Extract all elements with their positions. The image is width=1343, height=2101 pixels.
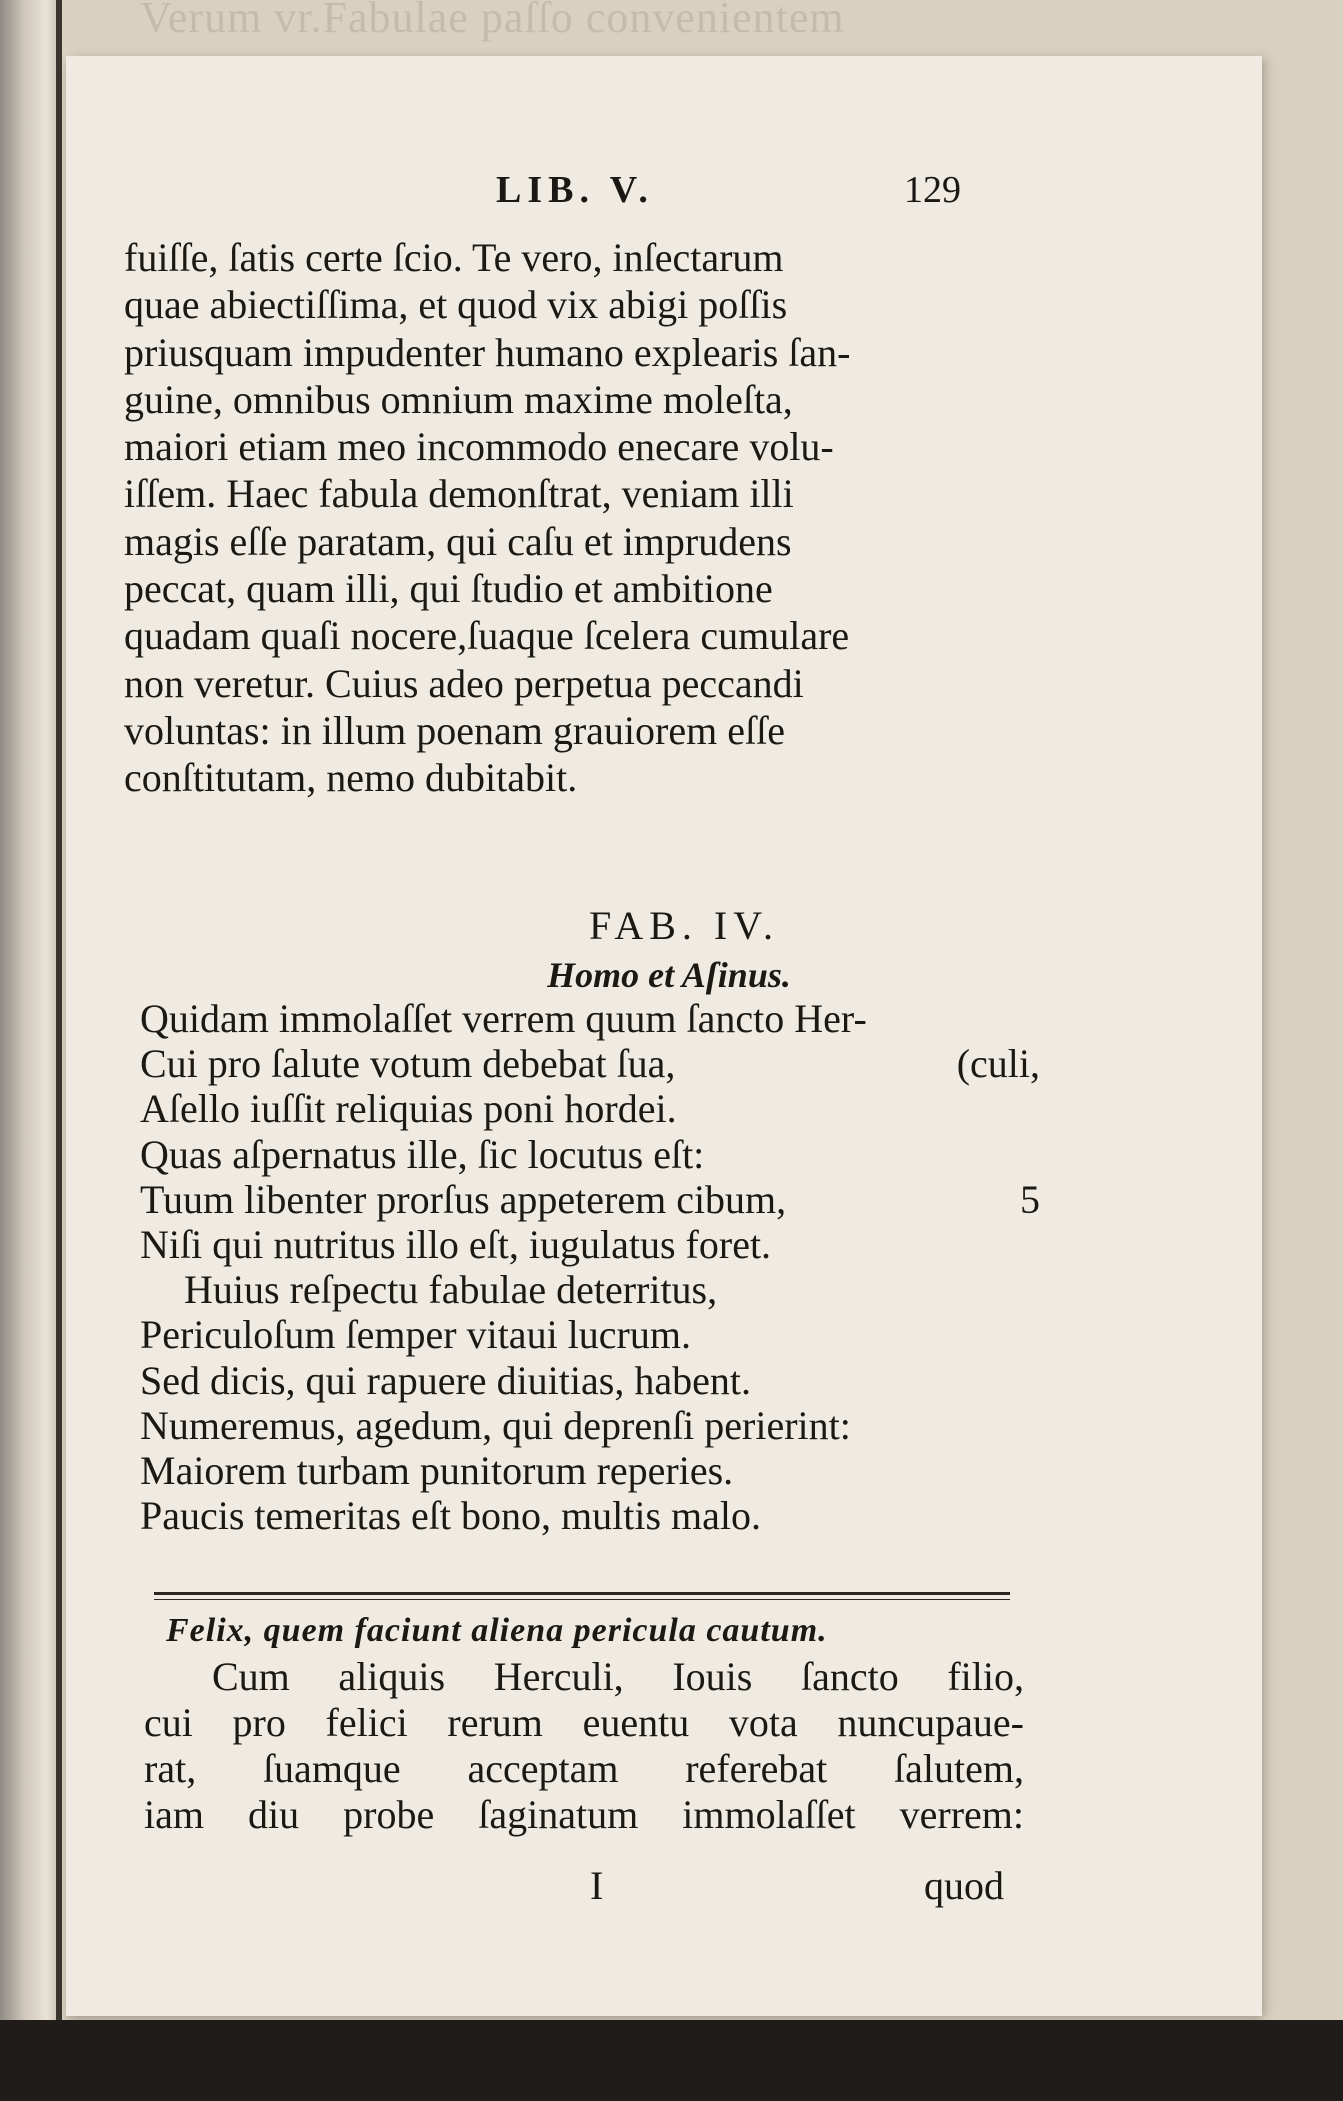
body-line: priusquam impudenter humano explearis ſan- — [124, 329, 851, 375]
signature-mark: I — [590, 1863, 604, 1908]
moral-motto: Felix, quem faciunt aliena pericula cautum. — [166, 1612, 828, 1649]
verse-line: Aſello iuſſit reliquias poni hordei. — [140, 1086, 677, 1132]
fable-verses — [140, 996, 1040, 1538]
verse-number: 5 — [1020, 1176, 1040, 1222]
verse-line: Paucis temeritas eſt bono, multis malo. — [140, 1493, 762, 1539]
section-rule — [154, 1592, 1010, 1595]
fable-subtitle: Homo et Aſinus. — [547, 955, 791, 995]
page-number: 129 — [904, 169, 961, 211]
verse-line: Numeremus, agedum, qui deprenſi perierint: — [140, 1402, 851, 1448]
verse-line: Periculoſum ſemper vitaui lucrum. — [140, 1312, 691, 1358]
commentary-line: Cum aliquis Herculi, Iouis ſancto filio, — [212, 1654, 1024, 1699]
body-line: iſſem. Haec fabula demonſtrat, veniam illi — [124, 471, 794, 517]
verse-line: Tuum libenter prorſus appeterem cibum, 5 — [140, 1176, 1040, 1222]
body-line: conſtitutam, nemo dubitabit. — [124, 755, 578, 801]
body-line: peccat, quam illi, qui ſtudio et ambitione — [124, 566, 773, 612]
background-strip — [0, 2020, 1343, 2101]
verse-line: Quidam immolaſſet verrem quum ſancto Her- — [140, 996, 867, 1041]
body-line: voluntas: in illum poenam grauiorem eſſe — [124, 707, 785, 753]
verse-line: Quas aſpernatus ille, ſic locutus eſt: — [140, 1131, 705, 1177]
body-line: non veretur. Cuius adeo perpetua peccandi — [124, 660, 804, 706]
body-line: fuiſſe, ſatis certe ſcio. Te vero, inſectarum — [124, 235, 784, 280]
commentary-line: iam diu probe ſaginatum immolaſſet verrem: — [144, 1792, 1024, 1837]
verse-line: Cui pro ſalute votum debebat ſua, (culi, — [140, 1041, 1040, 1087]
commentary-line: cui pro felici rerum euentu vota nuncupaue- — [144, 1700, 1024, 1745]
body-line: quadam quaſi nocere,ſuaque ſcelera cumulare — [124, 613, 850, 659]
body-text — [124, 234, 1004, 802]
body-line: quae abiectiſſima, et quod vix abigi poſſis — [124, 282, 788, 328]
book-binding — [56, 0, 62, 2050]
section-rule-thin — [154, 1599, 1010, 1600]
verse-line: Maiorem turbam punitorum reperies. — [140, 1447, 734, 1493]
running-header — [66, 168, 1262, 228]
fable-title: FAB. IV. — [589, 903, 779, 948]
body-line: maiori etiam meo incommodo enecare volu- — [124, 424, 834, 470]
body-line: guine, omnibus omnium maxime moleſta, — [124, 376, 793, 422]
verse-line: Sed dicis, qui rapuere diuitias, habent. — [140, 1357, 751, 1403]
book-page — [66, 56, 1262, 2016]
catchword: quod — [924, 1863, 1004, 1908]
commentary-text — [144, 1654, 1024, 1838]
verse-line: Huius reſpectu fabulae deterritus, — [184, 1267, 718, 1313]
running-title: LIB. V. — [496, 169, 654, 211]
commentary-line: rat, ſuamque acceptam referebat ſalutem, — [144, 1746, 1024, 1791]
page-footer — [66, 1862, 1262, 1912]
body-line: magis eſſe paratam, qui caſu et imprudens — [124, 518, 792, 564]
verse-line: Niſi qui nutritus illo eſt, iugulatus foret. — [140, 1221, 772, 1267]
ghost-text-previous-page: Verum vr.Fabulae paſſo convenientem — [140, 0, 845, 42]
left-page-edge — [0, 0, 62, 2050]
